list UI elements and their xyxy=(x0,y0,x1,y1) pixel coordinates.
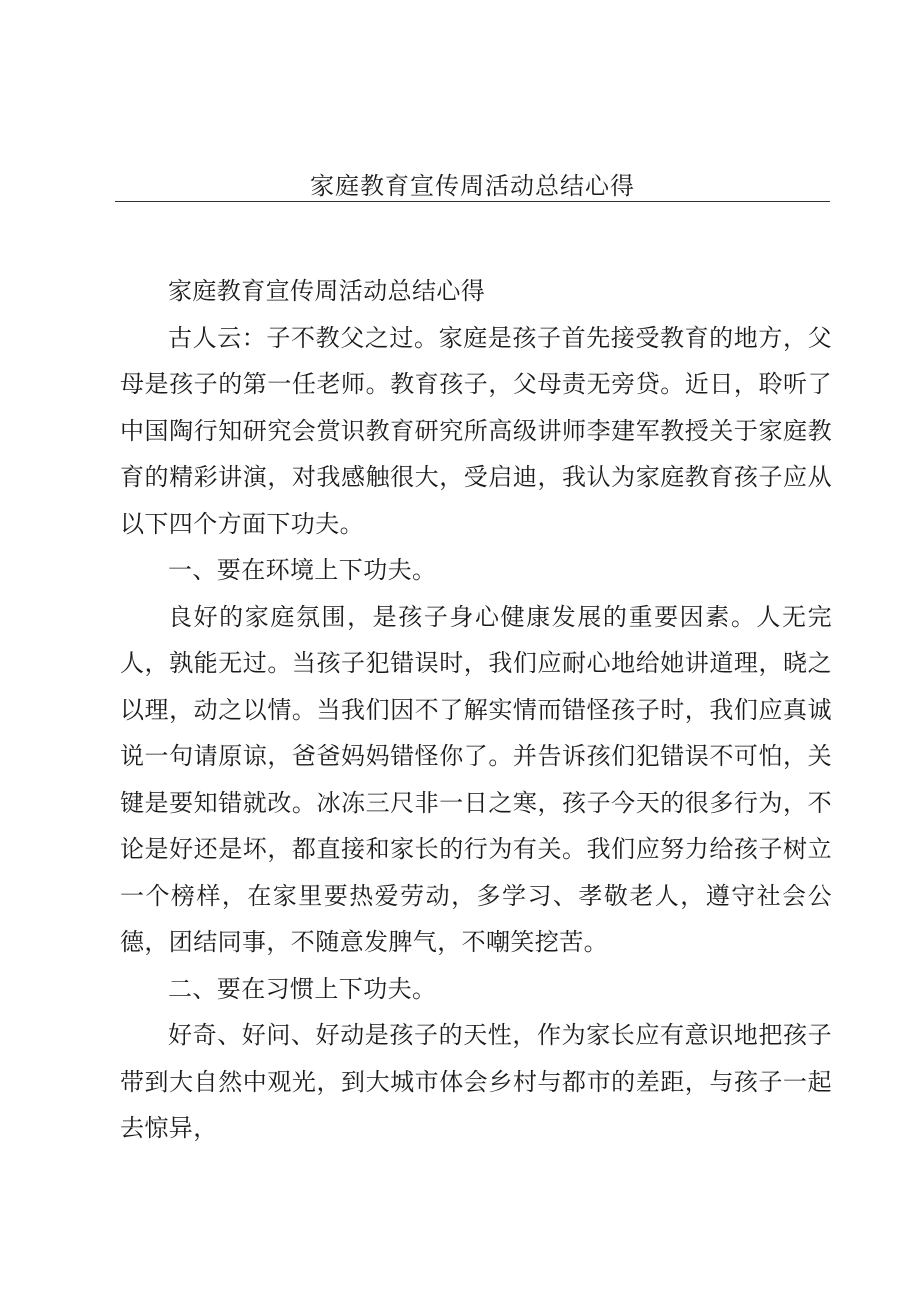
intro-paragraph: 古人云：子不教父之过。家庭是孩子首先接受教育的地方，父母是孩子的第一任老师。教育孩子，父母责无旁贷。近日，聆听了中国陶行知研究会赏识教育研究所高级讲师李建军教授关于家庭教育的精彩讲演，对我感触很大，受启迪，我认为家庭教育孩子应从以下四个方面下功夫。 xyxy=(120,323,832,538)
environment-paragraph: 良好的家庭氛围，是孩子身心健康发展的重要因素。人无完人，孰能无过。当孩子犯错误时，我们应耐心地给她讲道理，晓之以理，动之以情。当我们因不了解实情而错怪孩子时，我们应真诚说一句请原谅，爸爸妈妈错怪你了。并告诉孩们犯错误不可怕，关键是要知错就改。冰冻三尺非一日之寒，孩子今天的很多行为，不论是好还是坏，都直接和家长的行为有关。我们应努力给孩子树立一个榜样，在家里要热爱劳动，多学习、孝敬老人，遵守社会公德，团结同事，不随意发脾气，不嘲笑挖苦。 xyxy=(120,602,832,956)
document-body xyxy=(120,268,832,1152)
section-heading-habits: 二、要在习惯上下功夫。 xyxy=(168,974,437,1003)
document-title-paragraph: 家庭教育宣传周活动总结心得 xyxy=(168,277,486,305)
header-divider xyxy=(115,201,830,202)
page-header-title: 家庭教育宣传周活动总结心得 xyxy=(310,172,635,200)
habits-paragraph: 好奇、好问、好动是孩子的天性，作为家长应有意识地把孩子带到大自然中观光，到大城市体会乡村与都市的差距，与孩子一起去惊异， xyxy=(120,1021,832,1142)
section-heading-environment: 一、要在环境上下功夫。 xyxy=(168,556,437,584)
